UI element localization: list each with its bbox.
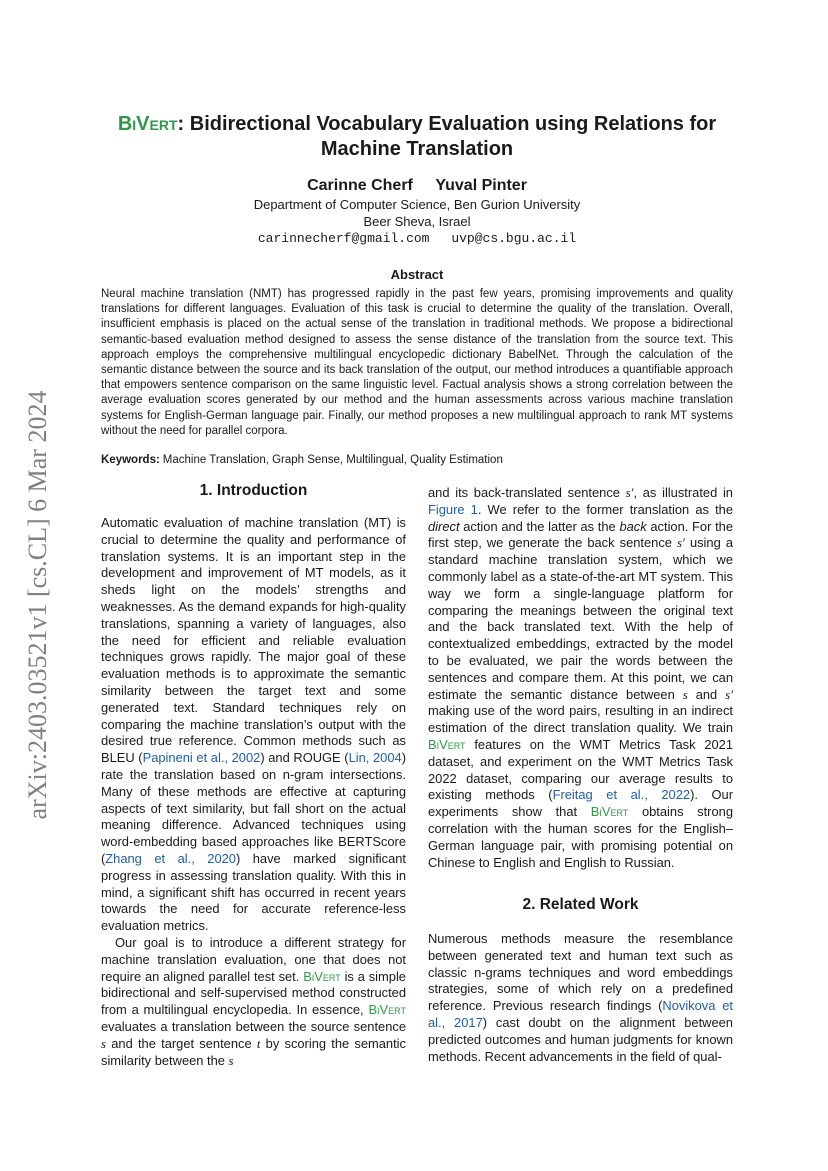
intro-text: by scoring the semantic similarity between the xyxy=(101,1035,406,1068)
citation-papineni[interactable]: Papineni et al., 2002 xyxy=(142,750,261,766)
math-s: s xyxy=(228,1053,234,1068)
arxiv-identifier: arXiv:2403.03521v1 [cs.CL] 6 Mar 2024 xyxy=(23,390,52,820)
title-rest: : Bidirectional Vocabulary Evaluation using Relations for Machine Translation xyxy=(177,113,717,160)
intro-paragraph-2 xyxy=(101,935,406,1069)
abstract-text: Neural machine translation (NMT) has progressed rapidly in the past few years, promising improvements and quality translations for different languages. Evaluation of this task is crucial to determine the quality of the translation. Overall, insufficient emphasis is placed on the actual sense of the translation in traditional methods. We propose a bidirectional semantic-based evaluation method designed to assess the sense distance of the translation from the source text. This approach employs the comprehensive multilingual encyclopedic dictionary BabelNet. Through the calculation of the semantic distance between the source and its back translation of the output, our method introduces a quantifiable approach that empowers sentence comparison on the same linguistic level. Factual analysis shows a strong correlation between the average evaluation scores generated by our method and the human assessments across various machine translation systems for English-German language pair. Finally, our method proposes a new multilingual approach to rank MT systems without the need for parallel corpora. xyxy=(101,288,733,437)
intro-text: and the target sentence xyxy=(106,1035,257,1051)
authors xyxy=(101,177,733,195)
author-1: Carinne Cherf xyxy=(307,177,413,194)
math-s: s xyxy=(101,1036,107,1051)
back-term: back xyxy=(619,518,647,534)
math-s-prime: s′ xyxy=(725,687,734,702)
affiliation-dept: Department of Computer Science, Ben Gurion University xyxy=(253,197,581,212)
related-text: ) cast doubt on the alignment between predicted outcomes and human judgments for known methods. Recent advancements in the field of qual- xyxy=(428,1014,733,1064)
direct-term: direct xyxy=(428,518,460,534)
intro-text: using a standard machine translation system, which we commonly label as a state-of-the-art MT system. This way we form a single-language platform for comparing the meanings between the original text and the back translated text. With the help of contextualized embeddings, extracted by the model to be evaluated, we pair the words between the sentences and compare them. At this point, we can estimate the semantic distance between xyxy=(428,535,733,702)
citation-novikova[interactable]: Novikova et al., 2017 xyxy=(428,998,733,1030)
intro-text: features on the WMT Metrics Task 2021 dataset, and experiment on the WMT Metrics Task 2022 dataset, comparing our average results to existing methods ( xyxy=(428,736,733,803)
intro-text: and xyxy=(687,686,726,702)
method-name: BiVert xyxy=(590,804,629,820)
intro-text: action and the latter as the xyxy=(459,518,620,534)
math-t: t xyxy=(256,1036,261,1051)
intro-body-continued xyxy=(428,485,733,871)
author-2: Yuval Pinter xyxy=(435,177,527,194)
email-2[interactable]: uvp@cs.bgu.ac.il xyxy=(451,231,577,246)
intro-text: . We refer to the former translation as the xyxy=(477,501,733,517)
intro-text: obtains strong correlation with the human scores for the English–German language pair, with promising potential on Chinese to English and English to Russian. xyxy=(428,804,733,870)
intro-paragraph-1 xyxy=(101,515,406,935)
intro-paragraph-2-cont xyxy=(428,485,733,871)
intro-text: , as illustrated in xyxy=(633,485,733,500)
citation-freitag[interactable]: Freitag et al., 2022 xyxy=(552,787,691,803)
intro-text: Automatic evaluation of machine translation (MT) is crucial to determine the quality and performance of translation systems. It is an important step in the development and improvement of MT models, as it sheds light on the models’ strengths and weaknesses. As the demand expands for high-quality translations, spanning a variety of languages, also the need for efficient and reliable evaluation techniques grows rapidly. The major goal of these evaluation methods is to approximate the semantic similarity between the target text and some generated text. Standard techniques rely on comparing the machine translation’s output with the desired true reference. Common methods such as BLEU ( xyxy=(101,515,406,766)
method-name: BiVert xyxy=(428,736,466,752)
citation-lin[interactable]: Lin, 2004 xyxy=(348,750,402,766)
intro-text: making use of the word pairs, resulting in an indirect estimation of the direct translation quality. We train xyxy=(428,703,733,736)
intro-text: is a simple bidirectional and self-supervised method constructed from a multilingual encyclopedia. In essence, xyxy=(101,968,406,1018)
emails xyxy=(101,231,733,246)
intro-text: ) and ROUGE ( xyxy=(260,750,349,766)
keywords xyxy=(101,454,733,466)
keywords-label: Keywords: xyxy=(101,454,160,466)
intro-text: Our goal is to introduce a different strategy for machine translation evaluation, one that does not require an aligned parallel test set. xyxy=(101,934,406,984)
intro-body xyxy=(101,515,406,1069)
keywords-text: Machine Translation, Graph Sense, Multilingual, Quality Estimation xyxy=(162,454,503,466)
method-name: BiVert xyxy=(303,968,341,984)
intro-text: ) have marked significant progress in assessing translation quality. With this in mind, a significant shift has occurred in recent years towards the need for accurate reference-less evaluation metrics. xyxy=(101,850,407,934)
related-paragraph-1 xyxy=(428,931,733,1065)
related-text: Numerous methods measure the resemblance between generated text and human text such as classic n-grams techniques and word embeddings strategies, some of which rely on a predefined reference. Previous research findings ( xyxy=(428,931,733,1014)
math-s-prime: s′ xyxy=(625,486,634,500)
intro-text: and its back-translated sentence xyxy=(428,485,626,500)
math-s-prime: s′ xyxy=(677,536,685,551)
method-name: BiVert xyxy=(117,113,178,135)
intro-text: evaluates a translation between the source sentence xyxy=(101,1018,406,1034)
intro-text: ) rate the translation based on n-gram intersections. Many of these methods are effective at capturing aspects of text similarity, but fall short on the actual meaning difference. Advanced techniques using word-embedding based approaches like BERTScore ( xyxy=(101,750,406,866)
intro-heading: 1. Introduction xyxy=(199,482,308,499)
related-work-body xyxy=(428,931,733,1065)
affiliation-location: Beer Sheva, Israel xyxy=(363,214,471,229)
citation-zhang[interactable]: Zhang et al., 2020 xyxy=(105,850,236,866)
intro-text: action. For the first step, we generate the back sentence xyxy=(428,518,733,551)
intro-text: ). Our experiments show that xyxy=(428,787,733,820)
email-1[interactable]: carinnecherf@gmail.com xyxy=(257,231,430,246)
abstract-heading: Abstract xyxy=(390,267,444,282)
math-s: s xyxy=(682,687,688,702)
related-work-heading: 2. Related Work xyxy=(522,896,639,913)
paper-title xyxy=(101,112,733,162)
figure-1-link[interactable]: Figure 1 xyxy=(428,501,478,517)
method-name: BiVert xyxy=(368,1002,406,1018)
